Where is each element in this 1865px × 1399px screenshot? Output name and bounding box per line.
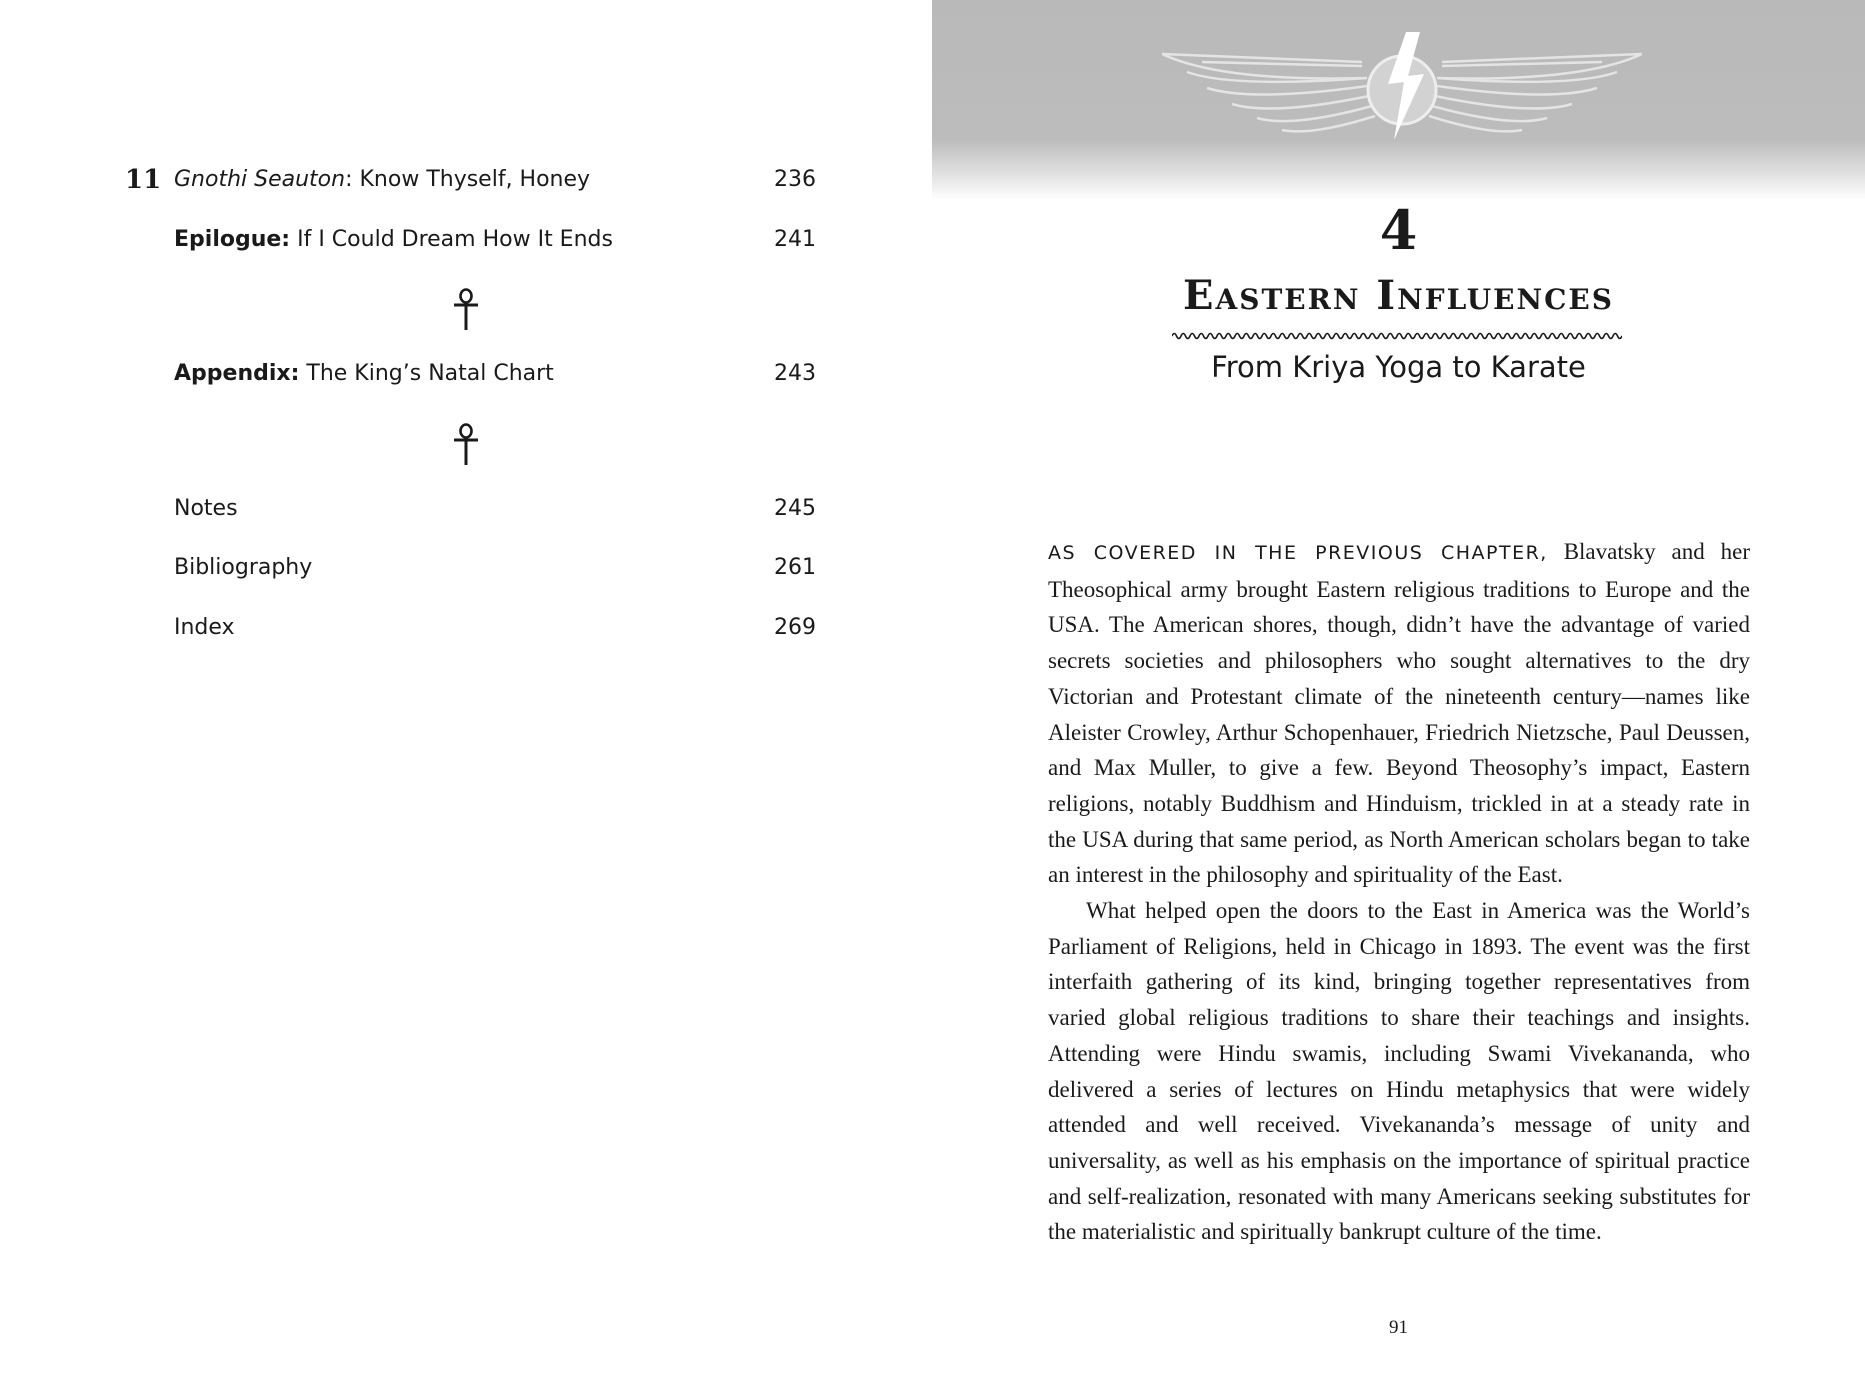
toc-entry-notes[interactable]: [0, 489, 932, 529]
paragraph-lead-in: AS COVERED IN THE PREVIOUS CHAPTER,: [1048, 542, 1548, 564]
right-page-chapter: [932, 0, 1865, 1399]
toc-entry-bibliography[interactable]: [0, 548, 932, 588]
toc-entry-epilogue[interactable]: [0, 220, 932, 260]
toc-title-italic: Gnothi Seauton: [174, 167, 346, 192]
paragraph-text: Blavatsky and her Theosophical army brought Eastern religious traditions to Europe and the USA. The American shores, though, didn’t have the advantage of varied secrets societies and philosophers who sought alternatives to the dry Victorian and Protestant climate of the nineteenth century—names like Aleister Crowley, Arthur Schopenhauer, Friedrich Nietzsche, Paul Deussen, and Max Muller, to give a few. Beyond Theosophy’s impact, Eastern religions, notably Buddhism and Hinduism, trickled in at a steady rate in the USA during that same period, as North American scholars began to take an interest in the philosophy and spirituality of the East.: [1048, 539, 1750, 888]
toc-entry-title: Bibliography: [174, 555, 313, 580]
toc-entry-title: Notes: [174, 496, 238, 521]
chapter-title: Eastern Influences: [1183, 272, 1614, 319]
toc-page-number: 241: [774, 227, 816, 252]
toc-entry-chapter-11[interactable]: [0, 160, 932, 200]
toc-chapter-number: 11: [125, 165, 162, 195]
toc-title-rest: The King’s Natal Chart: [299, 361, 554, 386]
toc-title-rest: : Know Thyself, Honey: [345, 167, 591, 192]
toc-entry-title: Index: [174, 615, 235, 640]
ankh-icon: [448, 288, 484, 332]
wavy-rule-ornament: [1172, 329, 1622, 343]
toc-label: Epilogue:: [174, 227, 291, 252]
toc-page-number: 245: [774, 496, 816, 521]
body-paragraph: [1048, 534, 1750, 893]
toc-page-number: 269: [774, 615, 816, 640]
page-number: 91: [1389, 1317, 1408, 1338]
toc-page-number: 243: [774, 361, 816, 386]
chapter-subtitle: From Kriya Yoga to Karate: [1211, 350, 1586, 384]
toc-entry-title: [174, 354, 554, 394]
toc-label: Appendix:: [174, 361, 300, 386]
chapter-body-text: [1048, 534, 1750, 1250]
chapter-number: 4: [1379, 198, 1418, 262]
toc-entry-appendix[interactable]: [0, 354, 932, 394]
toc-entry-title: [174, 220, 613, 260]
left-page-toc: [0, 0, 932, 1399]
winged-sun-lightning-icon: [1162, 22, 1642, 152]
body-paragraph: What helped open the doors to the East in America was the World’s Parliament of Religions, held in Chicago in 1893. The event was the first interfaith gathering of its kind, bringing together representatives from varied global religious traditions to share their teachings and insights. Attending were Hindu swamis, including Swami Vivekananda, who delivered a series of lectures on Hindu metaphysics that were widely attended and well received. Vivekananda’s message of unity and universality, as well as his emphasis on the importance of spiritual practice and self-realization, resonated with many Americans seeking substitutes for the materialistic and spiritually bankrupt culture of the time.: [1048, 898, 1750, 1245]
toc-title-rest: If I Could Dream How It Ends: [290, 227, 613, 252]
toc-page-number: 236: [774, 167, 816, 192]
ankh-icon: [448, 423, 484, 467]
toc-entry-index[interactable]: [0, 608, 932, 648]
toc-entry-title: [174, 160, 590, 200]
toc-page-number: 261: [774, 555, 816, 580]
